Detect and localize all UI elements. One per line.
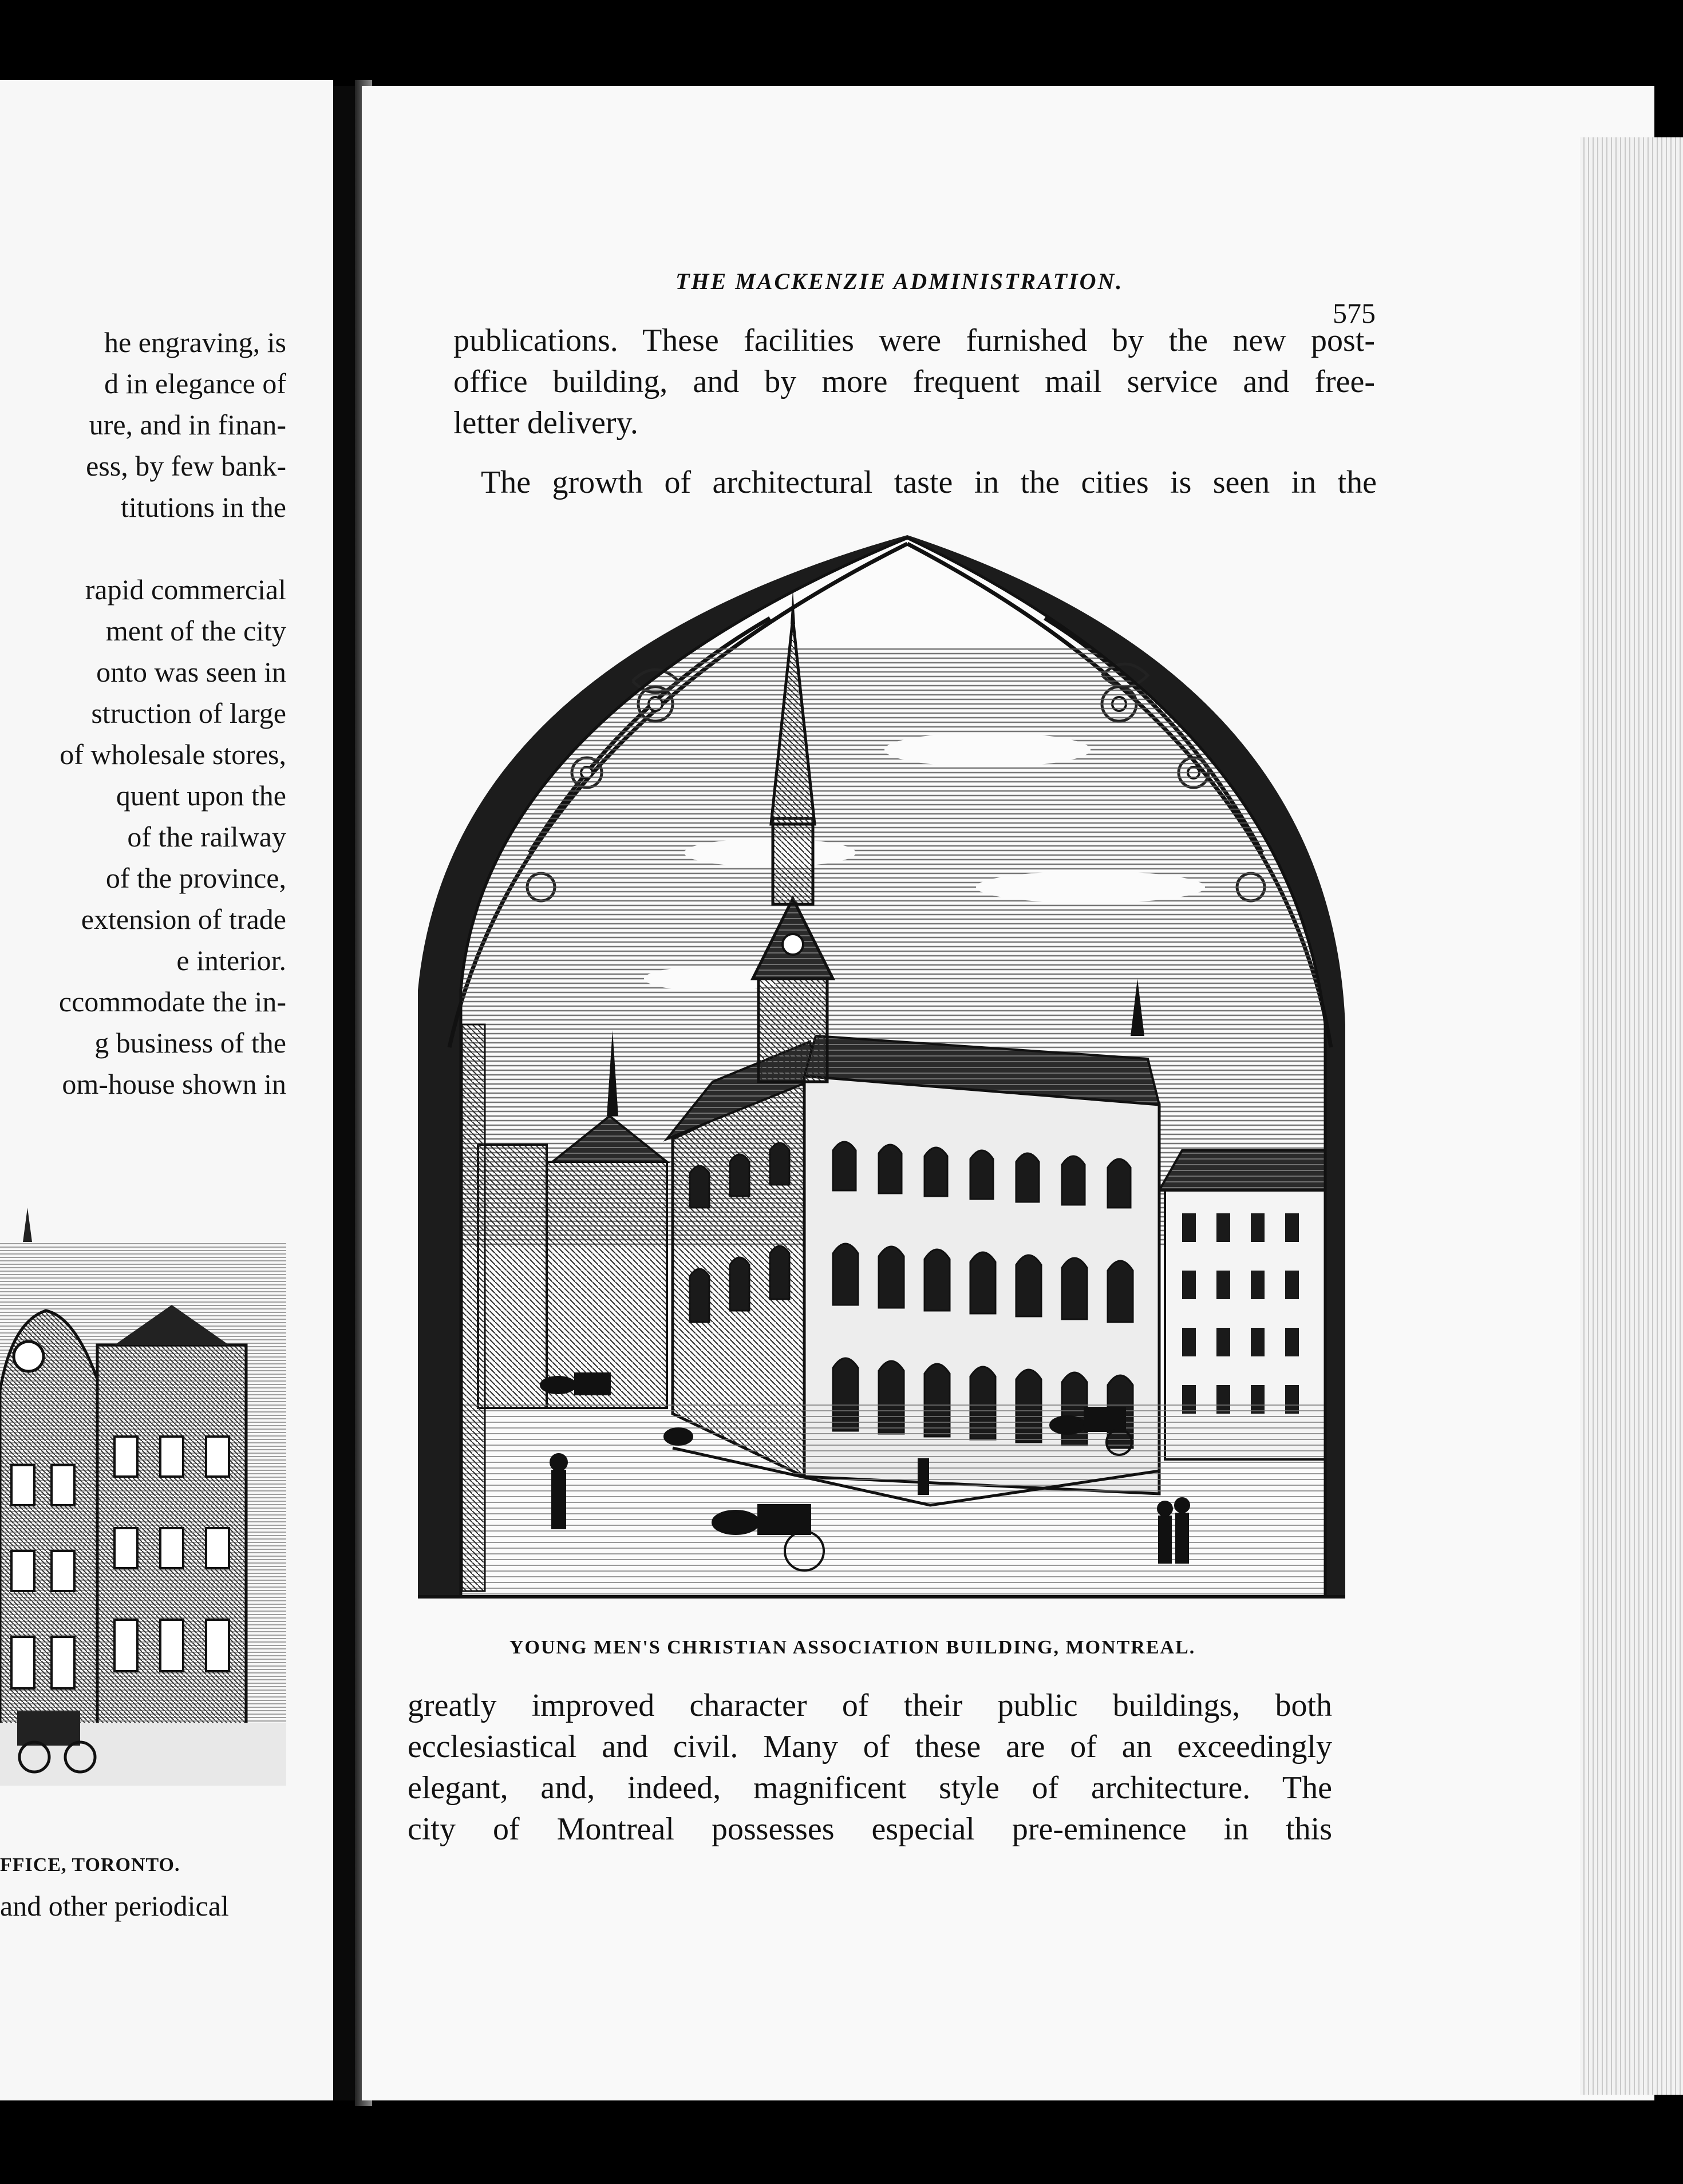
body-text-line: elegant, and, indeed, magnificent style of architecture. The — [408, 1770, 1332, 1806]
left-text-line: struction of large — [91, 697, 286, 729]
left-page — [0, 80, 333, 2100]
left-text-line: and other periodical — [0, 1890, 229, 1922]
left-text-line: extension of trade — [81, 903, 286, 935]
page-number: 575 — [1333, 297, 1376, 329]
body-text-line: publications. These facilities were furnished by the new post- — [453, 323, 1375, 358]
left-text-line: of the railway — [127, 821, 286, 853]
left-text-line: he engraving, is — [104, 326, 286, 358]
left-text-line: ccommodate the in- — [58, 986, 286, 1018]
post-office-engraving — [0, 1208, 286, 1786]
left-text-line: rapid commercial — [85, 573, 286, 606]
left-text-line: ure, and in finan- — [89, 409, 286, 441]
left-text-line: g business of the — [94, 1027, 286, 1059]
body-text-line: office building, and by more frequent mail service and free- — [453, 364, 1375, 399]
left-text-line: d in elegance of — [104, 367, 286, 399]
ymca-building-engraving — [415, 532, 1347, 1637]
left-text-line: titutions in the — [121, 491, 286, 523]
page-edges — [1580, 137, 1683, 2095]
left-text-line: of wholesale stores, — [60, 738, 286, 770]
body-text-line: ecclesiastical and civil. Many of these are of an exceedingly — [408, 1729, 1332, 1764]
body-text-line: greatly improved character of their public buildings, both — [408, 1688, 1332, 1723]
left-text-line: e interior. — [176, 944, 286, 976]
left-text-line: of the province, — [105, 862, 286, 894]
body-text-line: letter delivery. — [453, 405, 638, 441]
running-head: THE MACKENZIE ADMINISTRATION. — [675, 268, 1124, 294]
left-illustration-caption: FFICE, TORONTO. — [0, 1854, 180, 1876]
left-text-line: ess, by few bank- — [86, 450, 286, 482]
body-text-line: city of Montreal possesses especial pre-eminence in this — [408, 1811, 1332, 1847]
body-text-line: The growth of architectural taste in the cities is seen in the — [481, 465, 1377, 500]
left-text-line: ment of the city — [105, 615, 286, 647]
left-text-line: onto was seen in — [96, 656, 286, 688]
illustration-caption: YOUNG MEN'S CHRISTIAN ASSOCIATION BUILDING, MONTREAL. — [509, 1637, 1196, 1658]
left-text-line: om-house shown in — [62, 1068, 286, 1100]
left-text-line: quent upon the — [116, 780, 286, 812]
